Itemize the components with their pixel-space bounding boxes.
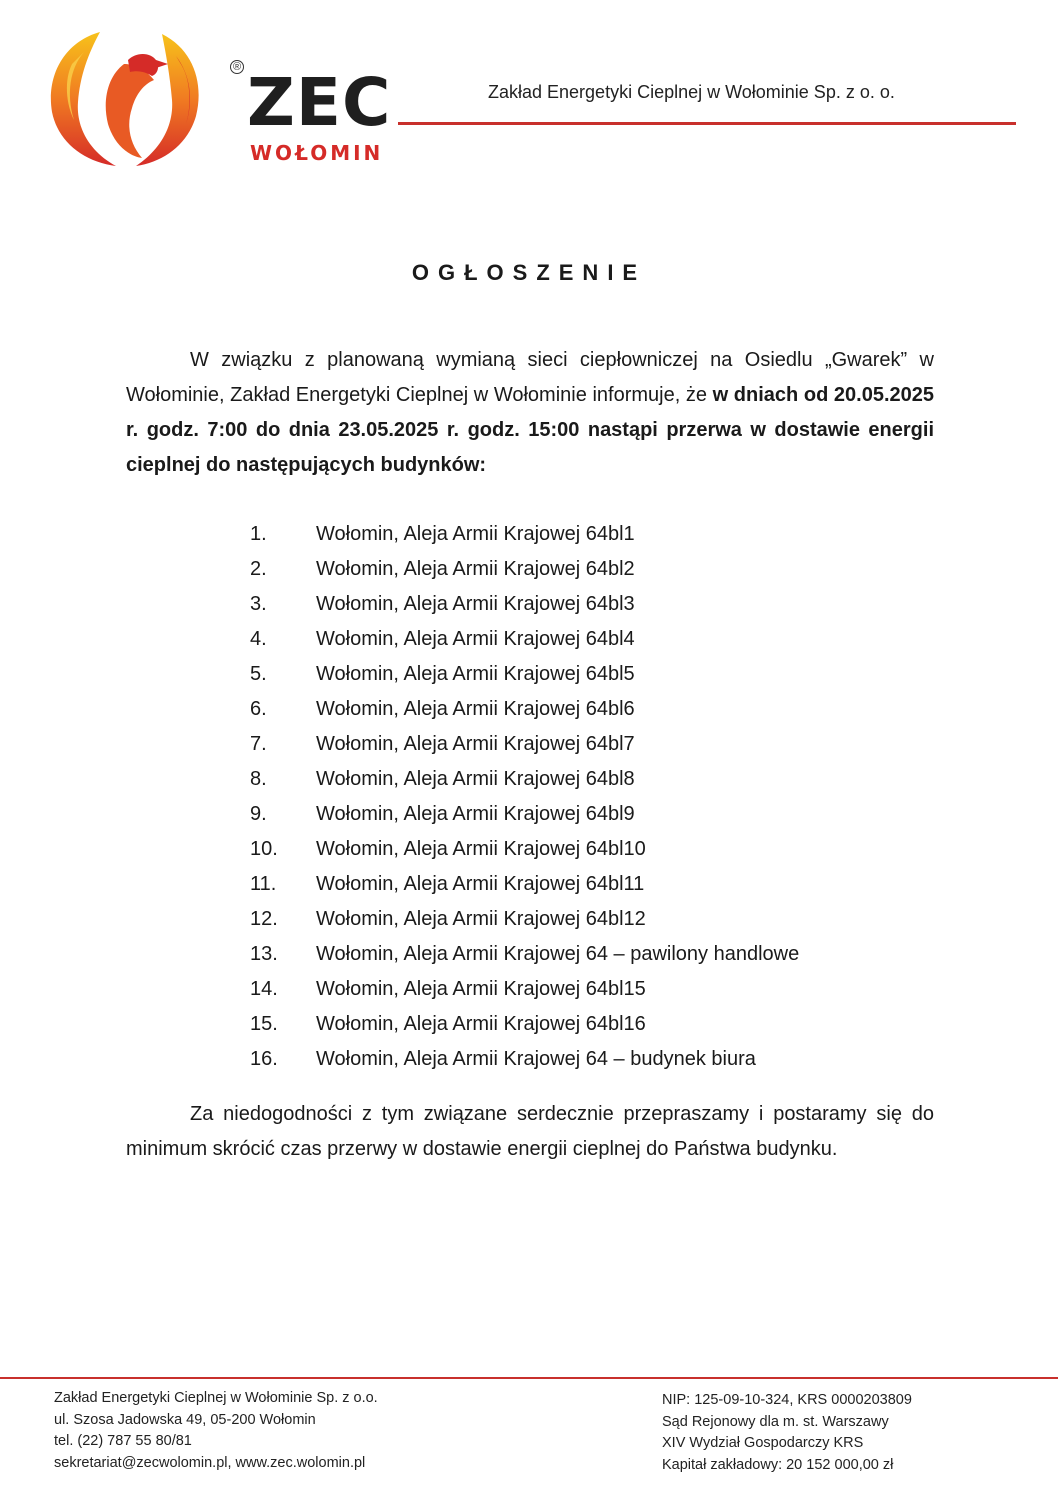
list-item-number: 16. bbox=[250, 1048, 278, 1070]
list-item-address: Wołomin, Aleja Armii Krajowej 64bl11 bbox=[316, 873, 645, 895]
footer-contact bbox=[54, 1388, 378, 1474]
list-item-number: 7. bbox=[250, 733, 267, 755]
footer-company: Zakład Energetyki Cieplnej w Wołominie Sp. z o.o. bbox=[54, 1390, 378, 1406]
footer-court: Sąd Rejonowy dla m. st. Warszawy bbox=[662, 1413, 889, 1430]
list-item bbox=[250, 937, 950, 972]
list-item-number: 15. bbox=[250, 1013, 278, 1035]
list-item bbox=[250, 587, 950, 622]
list-item-number: 9. bbox=[250, 803, 267, 825]
list-item-address: Wołomin, Aleja Armii Krajowej 64bl2 bbox=[316, 558, 635, 580]
list-item bbox=[250, 517, 950, 552]
logo-subtitle: WOŁOMIN bbox=[250, 141, 384, 165]
building-list bbox=[250, 517, 950, 1077]
list-item-address: Wołomin, Aleja Armii Krajowej 64bl12 bbox=[316, 908, 646, 930]
list-item bbox=[250, 1007, 950, 1042]
list-item-address: Wołomin, Aleja Armii Krajowej 64bl8 bbox=[316, 768, 635, 790]
company-logo bbox=[44, 24, 392, 174]
list-item-address: Wołomin, Aleja Armii Krajowej 64bl9 bbox=[316, 803, 635, 825]
footer-registry bbox=[662, 1390, 912, 1476]
closing-text: Za niedogodności z tym związane serdecznie przepraszamy i postaramy się do minimum skrócić czas przerwy w dostawie energii cieplnej do Państwa budynku. bbox=[126, 1103, 934, 1160]
list-item-number: 12. bbox=[250, 908, 278, 930]
footer-email-web: sekretariat@zecwolomin.pl, www.zec.wolomin.pl bbox=[54, 1454, 366, 1471]
list-item-address: Wołomin, Aleja Armii Krajowej 64bl5 bbox=[316, 663, 635, 685]
phoenix-icon bbox=[44, 24, 204, 174]
list-item bbox=[250, 1042, 950, 1077]
list-item-address: Wołomin, Aleja Armii Krajowej 64bl6 bbox=[316, 698, 635, 720]
registered-mark: ® bbox=[230, 60, 244, 74]
intro-paragraph bbox=[126, 343, 934, 483]
closing-paragraph bbox=[126, 1097, 934, 1167]
list-item bbox=[250, 622, 950, 657]
list-item-number: 8. bbox=[250, 768, 267, 790]
list-item-number: 5. bbox=[250, 663, 267, 685]
list-item bbox=[250, 832, 950, 867]
list-item-address: Wołomin, Aleja Armii Krajowej 64 – pawilony handlowe bbox=[316, 943, 800, 965]
list-item-address: Wołomin, Aleja Armii Krajowej 64 – budynek biura bbox=[316, 1048, 756, 1070]
footer-phone: tel. (22) 787 55 80/81 bbox=[54, 1433, 192, 1449]
list-item-number: 11. bbox=[250, 873, 277, 895]
list-item-number: 13. bbox=[250, 943, 278, 965]
list-item-number: 6. bbox=[250, 698, 267, 720]
list-item-number: 4. bbox=[250, 628, 267, 650]
intro-text: W związku z planowaną wymianą sieci ciepłowniczej na Osiedlu „Gwarek” w Wołominie, Zakład Energetyki Cieplnej w Wołominie informuje, że bbox=[126, 349, 934, 406]
list-item-number: 2. bbox=[250, 558, 267, 580]
list-item-address: Wołomin, Aleja Armii Krajowej 64bl4 bbox=[316, 628, 635, 650]
list-item bbox=[250, 797, 950, 832]
list-item bbox=[250, 972, 950, 1007]
list-item-number: 3. bbox=[250, 593, 267, 615]
list-item bbox=[250, 692, 950, 727]
header-company-name: Zakład Energetyki Cieplnej w Wołominie Sp. z o. o. bbox=[488, 82, 895, 102]
list-item bbox=[250, 867, 950, 902]
list-item bbox=[250, 902, 950, 937]
list-item bbox=[250, 552, 950, 587]
list-item-address: Wołomin, Aleja Armii Krajowej 64bl3 bbox=[316, 593, 635, 615]
list-item bbox=[250, 657, 950, 692]
list-item-address: Wołomin, Aleja Armii Krajowej 64bl1 bbox=[316, 523, 635, 545]
list-item-number: 14. bbox=[250, 978, 278, 1000]
list-item bbox=[250, 762, 950, 797]
footer-nip-krs: NIP: 125-09-10-324, KRS 0000203809 bbox=[662, 1392, 912, 1408]
footer-address: ul. Szosa Jadowska 49, 05-200 Wołomin bbox=[54, 1411, 316, 1428]
logo-wordmark: ZEC bbox=[247, 64, 392, 141]
footer-department: XIV Wydział Gospodarczy KRS bbox=[662, 1435, 864, 1451]
list-item-address: Wołomin, Aleja Armii Krajowej 64bl7 bbox=[316, 733, 635, 755]
header-divider bbox=[398, 122, 1016, 125]
list-item-number: 10. bbox=[250, 838, 278, 860]
list-item-address: Wołomin, Aleja Armii Krajowej 64bl16 bbox=[316, 1013, 646, 1035]
list-item bbox=[250, 727, 950, 762]
list-item-address: Wołomin, Aleja Armii Krajowej 64bl10 bbox=[316, 838, 646, 860]
footer-capital: Kapitał zakładowy: 20 152 000,00 zł bbox=[662, 1456, 894, 1473]
intro-bold-text: w dniach od 20.05.2025 r. godz. 7:00 do dnia 23.05.2025 r. godz. 15:00 nastąpi przerwa w dostawie energii cieplnej do następujących budynków: bbox=[126, 384, 935, 476]
page-title: OGŁOSZENIE bbox=[411, 260, 647, 285]
list-item-number: 1. bbox=[250, 523, 267, 545]
list-item-address: Wołomin, Aleja Armii Krajowej 64bl15 bbox=[316, 978, 646, 1000]
footer-divider bbox=[0, 1377, 1058, 1379]
